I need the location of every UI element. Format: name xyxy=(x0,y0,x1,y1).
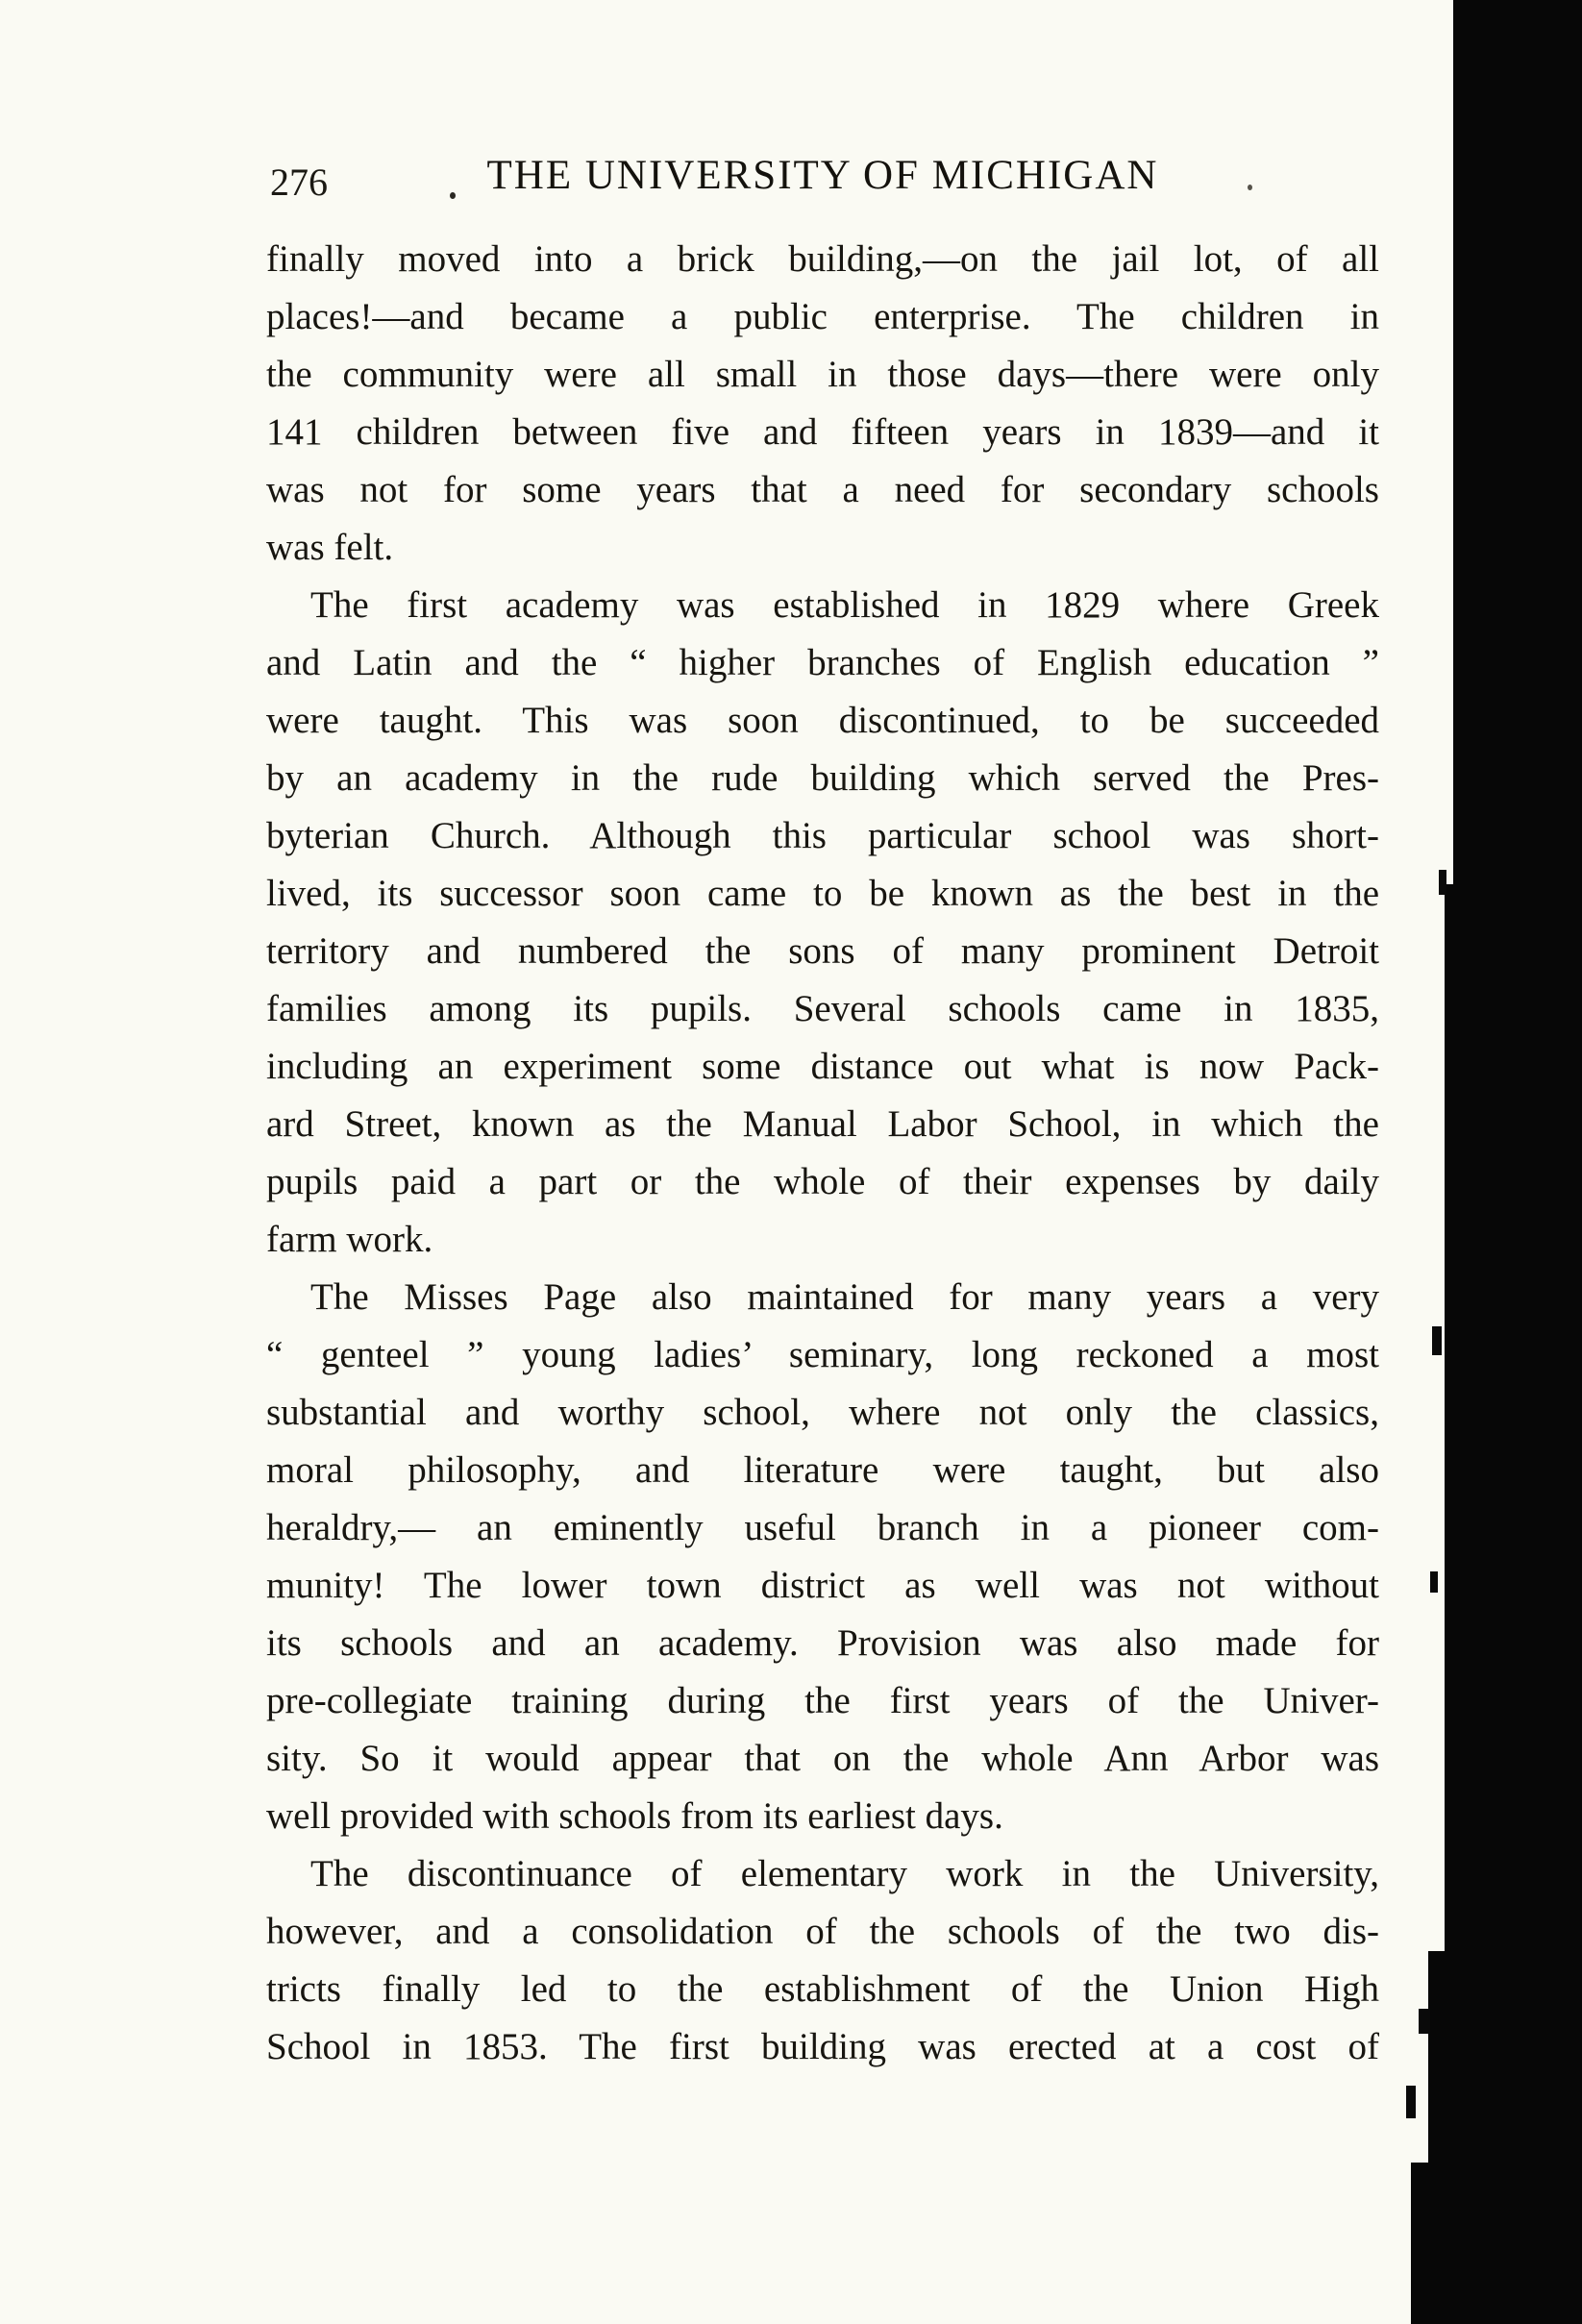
scan-gutter-bar xyxy=(1428,1951,1582,2182)
text-line: sity. So it would appear that on the whole Ann Arbor was xyxy=(266,1738,1379,1779)
text-line: by an academy in the rude building which served the Pres- xyxy=(266,757,1379,799)
text-line: ard Street, known as the Manual Labor School, in which the xyxy=(266,1103,1379,1145)
text-line: substantial and worthy school, where not only the classics, xyxy=(266,1392,1379,1433)
scan-speck xyxy=(1419,2009,1430,2034)
text-line: tricts finally led to the establishment of the Union High xyxy=(266,1968,1379,2010)
text-line: was felt. xyxy=(266,527,394,568)
paragraph xyxy=(266,1269,1379,1845)
paragraph xyxy=(266,231,1379,577)
paragraph xyxy=(266,577,1379,1269)
scan-speck xyxy=(1430,1571,1438,1593)
text-line: The first academy was established in 1829 where Greek xyxy=(310,584,1379,626)
scan-gutter-bar xyxy=(1411,2163,1582,2324)
text-line: The discontinuance of elementary work in the University, xyxy=(310,1853,1379,1894)
page-header xyxy=(266,152,1379,210)
scan-speck xyxy=(1439,870,1446,895)
text-line: pre-collegiate training during the first years of the Univer- xyxy=(266,1680,1379,1721)
text-line: heraldry,— an eminently useful branch in a pioneer com- xyxy=(266,1507,1379,1548)
text-line: “ genteel ” young ladies’ seminary, long reckoned a most xyxy=(266,1334,1379,1375)
text-line: munity! The lower town district as well was not without xyxy=(266,1565,1379,1606)
text-line: 141 children between five and fifteen years in 1839—and it xyxy=(266,411,1379,453)
text-line: the community were all small in those days—there were only xyxy=(266,354,1379,395)
running-head: THE UNIVERSITY OF MICHIGAN xyxy=(486,153,1159,198)
scan-speck xyxy=(1432,1326,1442,1355)
text-line: including an experiment some distance out what is now Pack- xyxy=(266,1046,1379,1087)
scan-gutter-bar xyxy=(1445,884,1582,1970)
text-line: School in 1853. The first building was erected at a cost of xyxy=(266,2026,1379,2067)
text-line: lived, its successor soon came to be known as the best in the xyxy=(266,873,1379,914)
text-line: was not for some years that a need for secondary schools xyxy=(266,469,1379,510)
text-line: farm work. xyxy=(266,1219,433,1260)
text-line: moral philosophy, and literature were taught, but also xyxy=(266,1449,1379,1491)
text-line: territory and numbered the sons of many prominent Detroit xyxy=(266,930,1379,972)
paragraph xyxy=(266,1845,1379,2076)
scan-gutter-bar xyxy=(1453,0,1582,903)
text-line: The Misses Page also maintained for many years a very xyxy=(310,1276,1379,1318)
scan-speck xyxy=(1406,2086,1416,2118)
text-line: places!—and became a public enterprise. The children in xyxy=(266,296,1379,337)
text-line: finally moved into a brick building,—on the jail lot, of all xyxy=(266,238,1379,280)
text-line: its schools and an academy. Provision was also made for xyxy=(266,1622,1379,1664)
text-line: well provided with schools from its earliest days. xyxy=(266,1795,1003,1837)
page-number: 276 xyxy=(270,161,328,204)
text-line: byterian Church. Although this particular school was short- xyxy=(266,815,1379,856)
text-line: pupils paid a part or the whole of their expenses by daily xyxy=(266,1161,1379,1202)
text-line: were taught. This was soon discontinued, to be succeeded xyxy=(266,700,1379,741)
text-line: families among its pupils. Several schools came in 1835, xyxy=(266,988,1379,1029)
scan-speck xyxy=(1248,185,1252,190)
scan-speck xyxy=(450,192,456,199)
text-block xyxy=(266,231,1379,2076)
text-line: however, and a consolidation of the schools of the two dis- xyxy=(266,1911,1379,1952)
text-line: and Latin and the “ higher branches of English education ” xyxy=(266,642,1379,683)
